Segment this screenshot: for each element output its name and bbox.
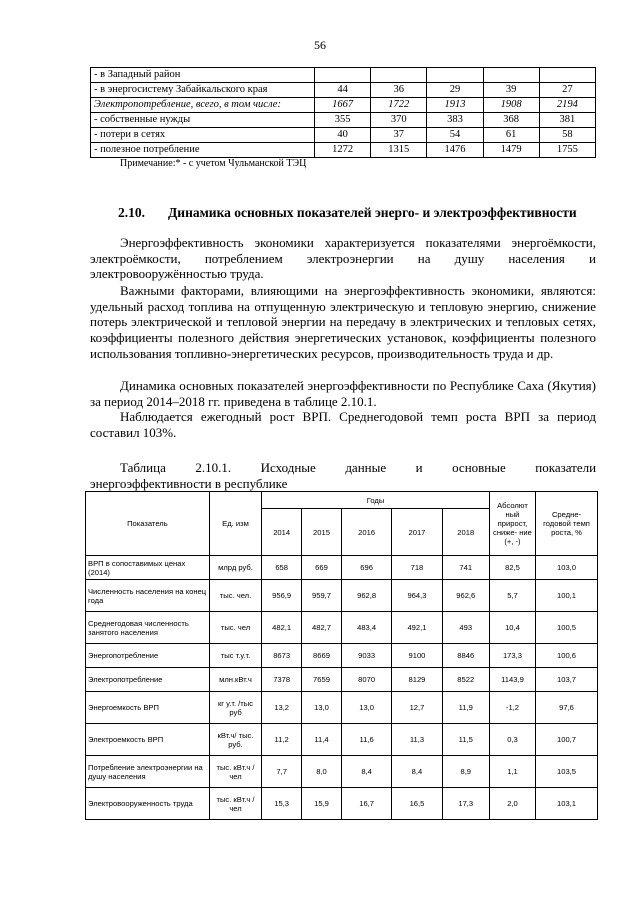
header-year: 2017 bbox=[392, 509, 442, 556]
unit-cell: кг у.т. /тыс руб bbox=[209, 692, 261, 724]
table-cell bbox=[427, 68, 483, 83]
avg-rate-cell: 100,7 bbox=[536, 724, 598, 756]
row-label: - в энергосистему Забайкальского края bbox=[91, 83, 315, 98]
indicator-name: Численность населения на конец года bbox=[86, 580, 210, 612]
unit-cell: кВт.ч/ тыс. руб. bbox=[209, 724, 261, 756]
paragraph: Динамика основных показателей энергоэффективности по Республике Саха (Якутия) за период 2014–2018 гг. приведена в таблице 2.10.1. bbox=[90, 378, 596, 409]
value-cell: 956,9 bbox=[262, 580, 302, 612]
row-label: - собственные нужды bbox=[91, 113, 315, 128]
avg-rate-cell: 97,6 bbox=[536, 692, 598, 724]
value-cell: 11,3 bbox=[392, 724, 442, 756]
table-cell: 355 bbox=[315, 113, 371, 128]
value-cell: 741 bbox=[442, 556, 489, 580]
value-cell: 7378 bbox=[262, 668, 302, 692]
value-cell: 8846 bbox=[442, 644, 489, 668]
value-cell: 8129 bbox=[392, 668, 442, 692]
avg-rate-cell: 103,0 bbox=[536, 556, 598, 580]
value-cell: 15,9 bbox=[302, 788, 342, 820]
avg-rate-cell: 103,1 bbox=[536, 788, 598, 820]
unit-cell: тыс. чел. bbox=[209, 580, 261, 612]
value-cell: 16,7 bbox=[341, 788, 391, 820]
table-cell: 1479 bbox=[483, 143, 539, 158]
abs-growth-cell: 10,4 bbox=[489, 612, 535, 644]
table-row bbox=[91, 98, 596, 113]
unit-cell: тыс. кВт.ч / чел bbox=[209, 788, 261, 820]
table-cell: 44 bbox=[315, 83, 371, 98]
row-label: Электропотребление, всего, в том числе: bbox=[91, 98, 315, 113]
indicator-name: ВРП в сопоставимых ценах (2014) bbox=[86, 556, 210, 580]
table-cell bbox=[371, 68, 427, 83]
table-cell: 39 bbox=[483, 83, 539, 98]
indicator-name: Потребление электроэнергии на душу населения bbox=[86, 756, 210, 788]
paragraph: Энергоэффективность экономики характеризуется показателями энергоёмкости, электроёмкости, потреблением электроэнергии на душу населения и электровооружённостью труда. bbox=[90, 235, 596, 282]
abs-growth-cell: 5,7 bbox=[489, 580, 535, 612]
table-cell: 61 bbox=[483, 128, 539, 143]
table-cell: 58 bbox=[539, 128, 595, 143]
table-row bbox=[86, 692, 598, 724]
indicator-name: Среднегодовая численность занятого населения bbox=[86, 612, 210, 644]
avg-rate-cell: 100,1 bbox=[536, 580, 598, 612]
section-number: 2.10. bbox=[118, 205, 145, 220]
value-cell: 16,5 bbox=[392, 788, 442, 820]
avg-rate-cell: 100,5 bbox=[536, 612, 598, 644]
table-row bbox=[86, 556, 598, 580]
row-label: - в Западный район bbox=[91, 68, 315, 83]
abs-growth-cell: 0,3 bbox=[489, 724, 535, 756]
page-number: 56 bbox=[314, 38, 326, 52]
table-cell: 383 bbox=[427, 113, 483, 128]
value-cell: 959,7 bbox=[302, 580, 342, 612]
table-cell: 1755 bbox=[539, 143, 595, 158]
table-cell bbox=[483, 68, 539, 83]
value-cell: 8522 bbox=[442, 668, 489, 692]
value-cell: 7659 bbox=[302, 668, 342, 692]
row-label: - полезное потребление bbox=[91, 143, 315, 158]
value-cell: 11,6 bbox=[341, 724, 391, 756]
value-cell: 9100 bbox=[392, 644, 442, 668]
value-cell: 7,7 bbox=[262, 756, 302, 788]
value-cell: 11,9 bbox=[442, 692, 489, 724]
value-cell: 8,0 bbox=[302, 756, 342, 788]
avg-rate-cell: 103,5 bbox=[536, 756, 598, 788]
table-row bbox=[91, 143, 596, 158]
row-label: - потери в сетях bbox=[91, 128, 315, 143]
value-cell: 9033 bbox=[341, 644, 391, 668]
header-year: 2016 bbox=[341, 509, 391, 556]
paragraph: Важными факторами, влияющими на энергоэффективность экономики, являются: удельный расход топлива на отпущенную электрическую и тепловую энергию, снижение потерь электрической и тепловой энергии на передачу в электрических и тепловых сетях, коэффициенты полезного действия энергетических установок, коэффициенты полезного использования топливно-энергетических ресурсов, производительность труда и др. bbox=[90, 283, 596, 361]
table-caption-line2: энергоэффективности в республике bbox=[90, 476, 288, 491]
table-row bbox=[91, 113, 596, 128]
table-cell: 370 bbox=[371, 113, 427, 128]
value-cell: 17,3 bbox=[442, 788, 489, 820]
header-indicator: Показатель bbox=[86, 492, 210, 556]
abs-growth-cell: -1,2 bbox=[489, 692, 535, 724]
value-cell: 482,7 bbox=[302, 612, 342, 644]
value-cell: 8070 bbox=[341, 668, 391, 692]
value-cell: 483,4 bbox=[341, 612, 391, 644]
value-cell: 8,9 bbox=[442, 756, 489, 788]
abs-growth-cell: 1,1 bbox=[489, 756, 535, 788]
table-row bbox=[91, 83, 596, 98]
table-cell: 1476 bbox=[427, 143, 483, 158]
table-row bbox=[86, 580, 598, 612]
table-cell: 1908 bbox=[483, 98, 539, 113]
value-cell: 8673 bbox=[262, 644, 302, 668]
value-cell: 8,4 bbox=[341, 756, 391, 788]
value-cell: 11,5 bbox=[442, 724, 489, 756]
unit-cell: млн.кВт.ч bbox=[209, 668, 261, 692]
table-row bbox=[86, 644, 598, 668]
header-year: 2018 bbox=[442, 509, 489, 556]
header-abs-growth: Абсолют ный прирост, сниже- ние (+, -) bbox=[489, 492, 535, 556]
table-note: Примечание:* - с учетом Чульманской ТЭЦ bbox=[120, 158, 307, 169]
table-row bbox=[91, 68, 596, 83]
indicator-name: Энергоемкость ВРП bbox=[86, 692, 210, 724]
table-cell: 54 bbox=[427, 128, 483, 143]
table-cell: 1315 bbox=[371, 143, 427, 158]
value-cell: 669 bbox=[302, 556, 342, 580]
indicator-name: Электропотребление bbox=[86, 668, 210, 692]
value-cell: 492,1 bbox=[392, 612, 442, 644]
avg-rate-cell: 103,7 bbox=[536, 668, 598, 692]
table-row bbox=[86, 724, 598, 756]
table-cell: 37 bbox=[371, 128, 427, 143]
abs-growth-cell: 82,5 bbox=[489, 556, 535, 580]
abs-growth-cell: 1143,9 bbox=[489, 668, 535, 692]
value-cell: 658 bbox=[262, 556, 302, 580]
avg-rate-cell: 100,6 bbox=[536, 644, 598, 668]
paragraph: Наблюдается ежегодный рост ВРП. Среднегодовой темп роста ВРП за период составил 103%. bbox=[90, 409, 596, 440]
table-cell: 36 bbox=[371, 83, 427, 98]
table-row bbox=[86, 668, 598, 692]
table-row bbox=[86, 612, 598, 644]
indicator-name: Электроемкость ВРП bbox=[86, 724, 210, 756]
table-row bbox=[91, 128, 596, 143]
table-cell: 368 bbox=[483, 113, 539, 128]
table-row bbox=[86, 756, 598, 788]
table-cell: 1272 bbox=[315, 143, 371, 158]
table-row bbox=[86, 788, 598, 820]
table-cell: 29 bbox=[427, 83, 483, 98]
value-cell: 962,8 bbox=[341, 580, 391, 612]
value-cell: 11,4 bbox=[302, 724, 342, 756]
value-cell: 718 bbox=[392, 556, 442, 580]
unit-cell: тыс. чел bbox=[209, 612, 261, 644]
header-avg-rate: Средне- годовой темп роста, % bbox=[536, 492, 598, 556]
header-year: 2015 bbox=[302, 509, 342, 556]
abs-growth-cell: 2,0 bbox=[489, 788, 535, 820]
table-cell: 2194 bbox=[539, 98, 595, 113]
unit-cell: млрд руб. bbox=[209, 556, 261, 580]
table-cell: 1667 bbox=[315, 98, 371, 113]
header-year: 2014 bbox=[262, 509, 302, 556]
value-cell: 13,0 bbox=[302, 692, 342, 724]
value-cell: 13,2 bbox=[262, 692, 302, 724]
value-cell: 8669 bbox=[302, 644, 342, 668]
table-cell: 1722 bbox=[371, 98, 427, 113]
unit-cell: тыс т.у.т. bbox=[209, 644, 261, 668]
table-cell: 40 bbox=[315, 128, 371, 143]
indicator-name: Энергопотребление bbox=[86, 644, 210, 668]
header-unit: Ед. изм bbox=[209, 492, 261, 556]
value-cell: 12,7 bbox=[392, 692, 442, 724]
table-cell: 381 bbox=[539, 113, 595, 128]
value-cell: 493 bbox=[442, 612, 489, 644]
value-cell: 962,6 bbox=[442, 580, 489, 612]
electricity-balance-table bbox=[90, 67, 596, 158]
header-years: Годы bbox=[262, 492, 490, 509]
unit-cell: тыс. кВт.ч /чел bbox=[209, 756, 261, 788]
abs-growth-cell: 173,3 bbox=[489, 644, 535, 668]
value-cell: 964,3 bbox=[392, 580, 442, 612]
table-cell bbox=[539, 68, 595, 83]
value-cell: 15,3 bbox=[262, 788, 302, 820]
value-cell: 13,0 bbox=[341, 692, 391, 724]
value-cell: 11,2 bbox=[262, 724, 302, 756]
indicator-name: Электровооруженность труда bbox=[86, 788, 210, 820]
value-cell: 8,4 bbox=[392, 756, 442, 788]
energy-efficiency-table bbox=[85, 491, 598, 820]
table-cell bbox=[315, 68, 371, 83]
table-cell: 27 bbox=[539, 83, 595, 98]
value-cell: 696 bbox=[341, 556, 391, 580]
section-title: Динамика основных показателей энерго- и электроэффективности bbox=[168, 205, 577, 220]
table-cell: 1913 bbox=[427, 98, 483, 113]
value-cell: 482,1 bbox=[262, 612, 302, 644]
table-caption: Таблица 2.10.1. Исходные данные и основные показатели bbox=[120, 460, 597, 475]
section-heading bbox=[118, 205, 577, 221]
